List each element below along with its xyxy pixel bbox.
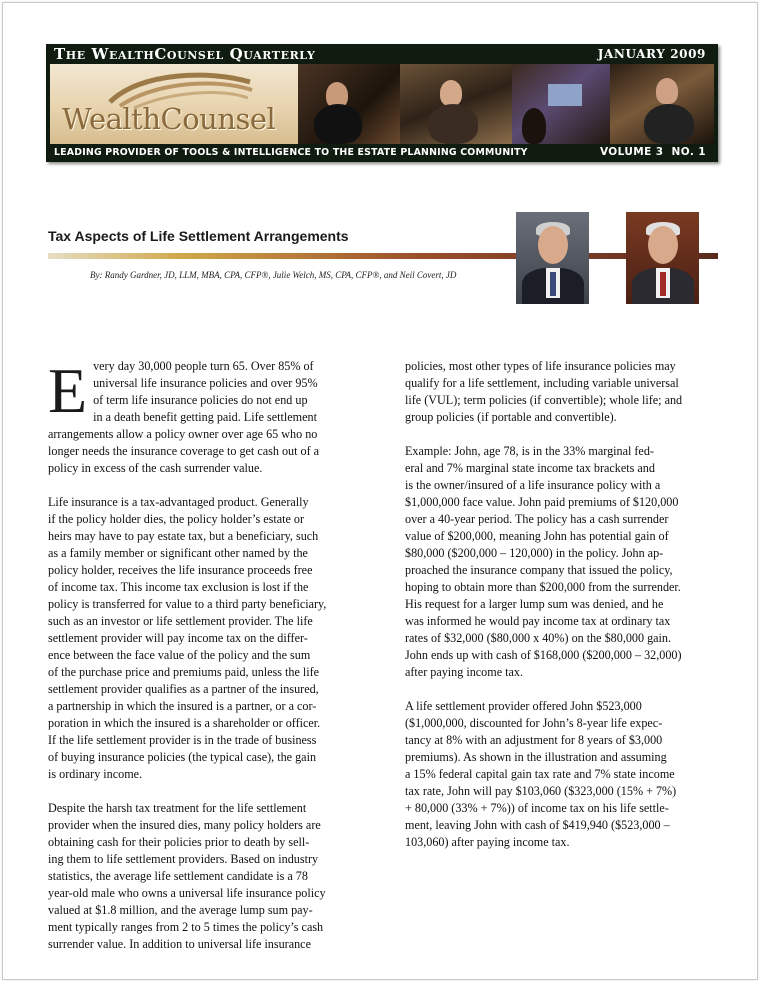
text-line: ment, leaving John with cash of $419,940 ($523,000 –: [405, 818, 670, 832]
text-line: very day 30,000 people turn 65. Over 85% of: [93, 359, 314, 373]
newsletter-title: The WealthCounsel Quarterly: [54, 45, 316, 63]
text-line: year-old male who owns a universal life insurance policy: [48, 886, 326, 900]
paragraph-settlement-trend: [48, 800, 356, 953]
text-line: if the policy holder dies, the policy holder’s estate or: [48, 512, 305, 526]
text-line: obtaining cash for their policies prior to death by sell-: [48, 835, 310, 849]
text-line: If the life settlement provider is in the trade of business: [48, 733, 317, 747]
text-line: is the owner/insured of a life insurance policy with a: [405, 478, 661, 492]
text-line: heirs may have to pay estate tax, but a beneficiary, such: [48, 529, 319, 543]
masthead-tagline: LEADING PROVIDER OF TOOLS & INTELLIGENCE TO THE ESTATE PLANNING COMMUNITY: [54, 147, 528, 158]
text-line: of buying insurance policies (the typical case), the gain: [48, 750, 317, 764]
banner-photo-meeting: [298, 64, 400, 144]
text-line: premiums). As shown in the illustration and assuming: [405, 750, 667, 764]
text-line: of term life insurance policies do not end up: [93, 393, 308, 407]
text-line: was informed he would pay income tax at ordinary tax: [405, 614, 671, 628]
text-line: of the purchase price and premiums paid, unless the life: [48, 665, 320, 679]
text-line: statistics, the average life settlement candidate is a 78: [48, 869, 308, 883]
text-line: provider when the insured dies, many policy holders are: [48, 818, 321, 832]
text-line: 103,060) after paying income tax.: [405, 835, 570, 849]
text-line: poration in which the insured is a shareholder or officer.: [48, 716, 321, 730]
author-portrait-1: [516, 212, 589, 304]
text-line: policies, most other types of life insurance policies may: [405, 359, 676, 373]
text-line: ing them to life settlement providers. Based on industry: [48, 852, 319, 866]
text-line: + 80,000 (33% + 7%)) of income tax on his life settle-: [405, 801, 669, 815]
text-line: $1,000,000 face value. John paid premiums of $120,000: [405, 495, 679, 509]
text-line: over a 40-year period. The policy has a cash surrender: [405, 512, 669, 526]
text-line: arrangements allow a policy owner over age 65 who no: [48, 427, 318, 441]
article-column-left: [48, 355, 356, 970]
paragraph-intro: [48, 355, 356, 477]
paragraph-tax-advantaged: [48, 494, 356, 783]
banner-photo-strip: [50, 64, 714, 144]
paragraph-example-settlement: [405, 698, 713, 851]
text-line: valued at $1.8 million, and the average lump sum pay-: [48, 903, 313, 917]
volume-number: VOLUME 3 NO. 1: [599, 146, 706, 158]
article-column-right: [405, 358, 713, 868]
paragraph-lines: [48, 355, 356, 477]
text-line: tax rate, John will pay $103,060 ($323,000 (15% + 7%): [405, 784, 677, 798]
text-line: $80,000 ($200,000 – 120,000) in the policy. John ap-: [405, 546, 664, 560]
paragraph-example-surrender: [405, 443, 713, 681]
drop-cap: E: [48, 355, 88, 426]
article-byline: By: Randy Gardner, JD, LLM, MBA, CPA, CFP®, Julie Welch, MS, CPA, CFP®, and Neil Covert, JD: [90, 270, 457, 280]
text-line: policy is transferred for value to a third party beneficiary,: [48, 597, 327, 611]
paragraph-policy-types: [405, 358, 713, 426]
text-line: ($1,000,000, discounted for John’s 8-year life expec-: [405, 716, 663, 730]
text-line: Life insurance is a tax-advantaged product. Generally: [48, 495, 309, 509]
article-title: Tax Aspects of Life Settlement Arrangements: [48, 228, 349, 244]
masthead-top-bar: [46, 44, 718, 64]
text-line: qualify for a life settlement, including variable universal: [405, 376, 679, 390]
text-line: rates of $32,000 ($80,000 x 40%) on the $80,000 gain.: [405, 631, 672, 645]
wealthcounsel-logo: [50, 64, 298, 144]
text-line: a 15% federal capital gain tax rate and 7% state income: [405, 767, 675, 781]
text-line: of income tax. This income tax exclusion is lost if the: [48, 580, 309, 594]
banner-photo-advisors: [610, 64, 714, 144]
text-line: surrender value. In addition to universal life insurance: [48, 937, 311, 951]
text-line: settlement provider qualifies as a partner of the insured,: [48, 682, 319, 696]
banner-photo-seminar: [512, 64, 610, 144]
text-line: a partnership in which the insured is a partner, or a cor-: [48, 699, 317, 713]
text-line: proached the insurance company that issued the policy,: [405, 563, 673, 577]
issue-date: JANUARY 2009: [597, 47, 706, 61]
text-line: John ends up with cash of $168,000 ($200,000 – 32,000): [405, 648, 682, 662]
text-line: universal life insurance policies and over 95%: [93, 376, 318, 390]
masthead-bottom-bar: [46, 144, 718, 162]
text-line: tancy at 8% with an adjustment for 8 years of $3,000: [405, 733, 663, 747]
text-line: life (VUL); term policies (if convertible); whole life; and: [405, 393, 683, 407]
text-line: group policies (if portable and convertible).: [405, 410, 617, 424]
text-line: value of $200,000, meaning John has potential gain of: [405, 529, 669, 543]
text-line: policy holder, receives the life insurance proceeds free: [48, 563, 313, 577]
banner-photo-consultation: [400, 64, 512, 144]
text-line: hoping to obtain more than $200,000 from the surrender.: [405, 580, 681, 594]
logo-wordmark: WealthCounsel: [62, 102, 276, 136]
text-line: A life settlement provider offered John $523,000: [405, 699, 642, 713]
text-line: such as an investor or life settlement provider. The life: [48, 614, 313, 628]
title-rule: [48, 253, 718, 259]
text-line: eral and 7% marginal state income tax brackets and: [405, 461, 655, 475]
author-portrait-2: [626, 212, 699, 304]
text-line: longer needs the insurance coverage to get cash out of a: [48, 444, 320, 458]
text-line: after paying income tax.: [405, 665, 523, 679]
text-line: as a family member or significant other named by the: [48, 546, 308, 560]
text-line: ment typically ranges from 2 to 5 times the policy’s cash: [48, 920, 324, 934]
text-line: settlement provider will pay income tax on the differ-: [48, 631, 308, 645]
text-line: policy in excess of the cash surrender value.: [48, 461, 263, 475]
text-line: in a death benefit getting paid. Life settlement: [93, 410, 317, 424]
text-line: His request for a larger lump sum was denied, and he: [405, 597, 664, 611]
text-line: ence between the face value of the policy and the sum: [48, 648, 311, 662]
text-line: Despite the harsh tax treatment for the life settlement: [48, 801, 307, 815]
text-line: is ordinary income.: [48, 767, 143, 781]
text-line: Example: John, age 78, is in the 33% marginal fed-: [405, 444, 654, 458]
masthead-banner: [46, 44, 718, 162]
